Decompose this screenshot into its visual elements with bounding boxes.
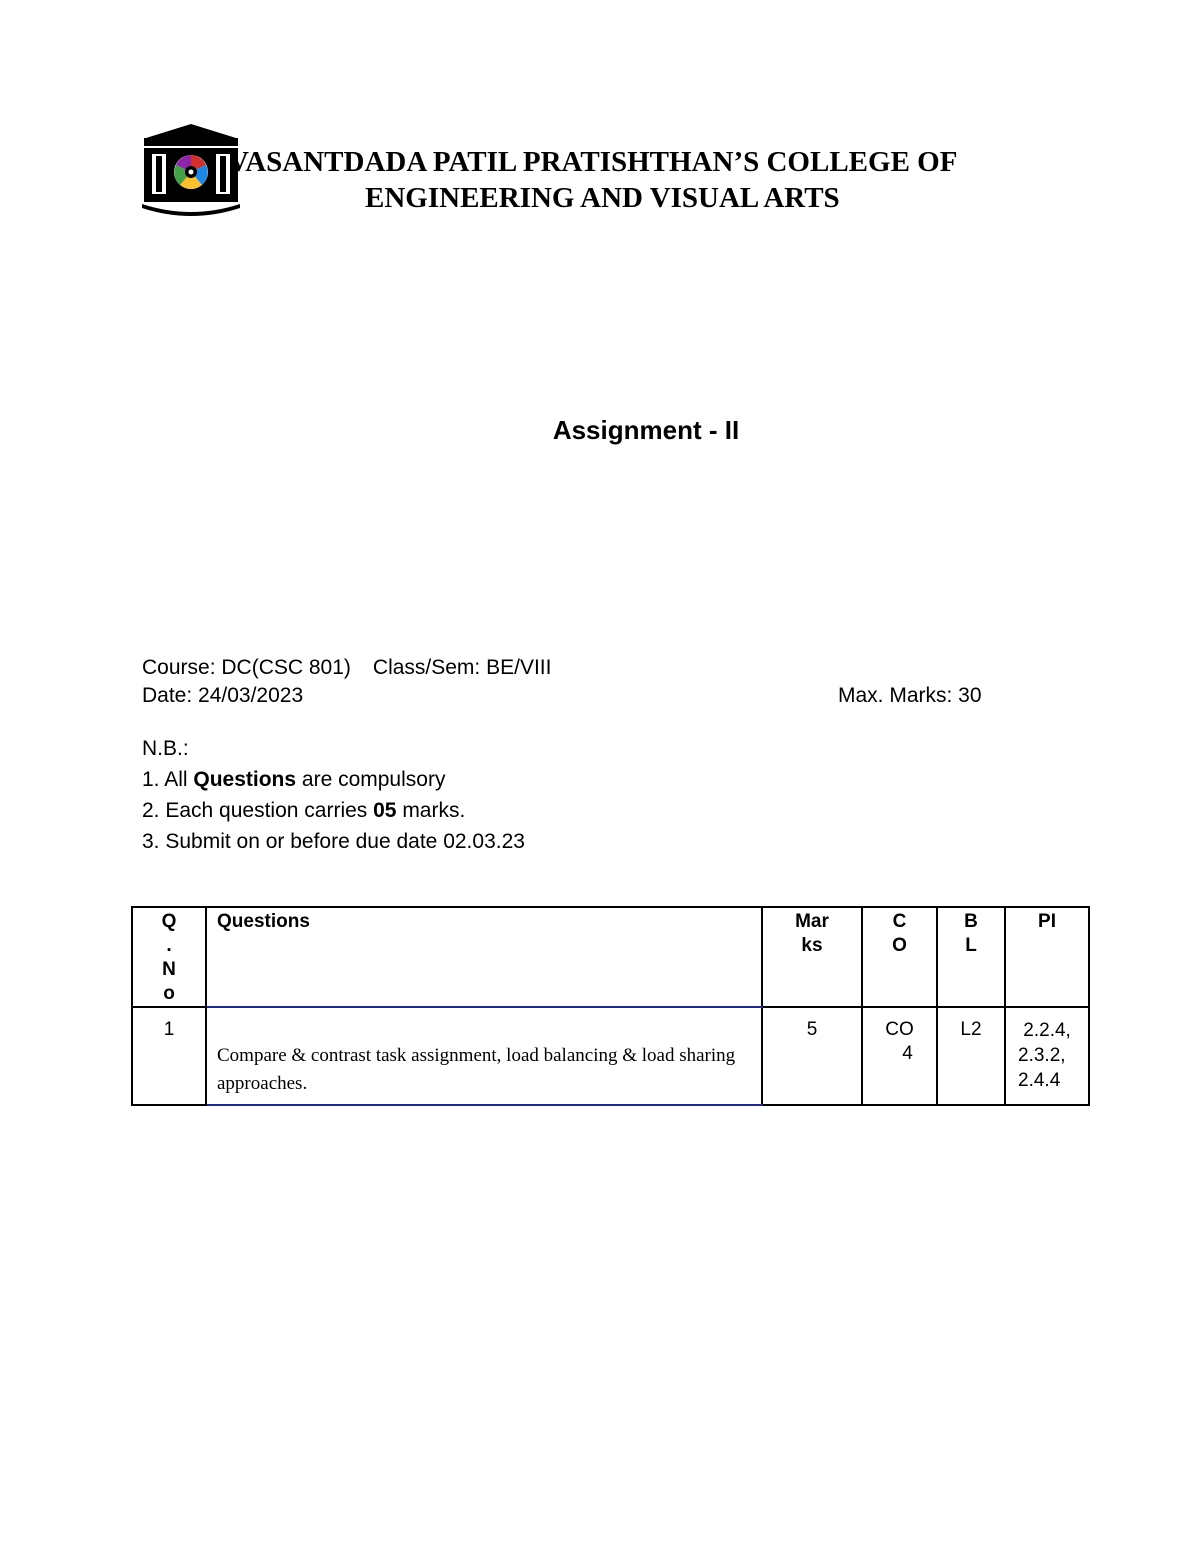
- class-sem-info: Class/Sem: BE/VIII: [372, 656, 552, 679]
- instruction-2-pre: 2. Each question carries: [142, 799, 374, 822]
- cell-co: [862, 1007, 937, 1105]
- instruction-1: [142, 768, 525, 799]
- header-bl: [937, 907, 1005, 1007]
- header-qno-part: o: [163, 983, 175, 1004]
- instruction-1-post: are compulsory: [296, 768, 446, 791]
- college-name: [228, 144, 1038, 216]
- header-bl-part: B: [964, 911, 978, 932]
- max-marks-info: Max. Marks: 30: [838, 684, 982, 707]
- cell-question: [206, 1007, 762, 1105]
- instructions-block: [142, 737, 525, 861]
- cell-bl: [937, 1007, 1005, 1105]
- cell-marks-value: 5: [806, 1019, 818, 1040]
- table-header-row: [132, 907, 1089, 1007]
- header-bl-part: L: [965, 935, 977, 956]
- nb-label: N.B.:: [142, 737, 189, 760]
- cell-pi-part: 2.2.4,: [1018, 1020, 1071, 1041]
- header-qno-part: .: [166, 935, 172, 956]
- college-name-line1: VASANTDADA PATIL PRATISHTHAN’S COLLEGE OF: [228, 146, 958, 178]
- assignment-title: Assignment - II: [552, 415, 740, 445]
- instruction-1-bold: Questions: [193, 768, 297, 791]
- header-questions-label: Questions: [217, 911, 310, 932]
- cell-pi-part: 2.4.4: [1018, 1070, 1061, 1091]
- instruction-2: [142, 799, 525, 830]
- instruction-2-post: marks.: [396, 799, 466, 822]
- cell-pi-part: 2.3.2,: [1018, 1045, 1066, 1066]
- cell-qno: [132, 1007, 206, 1105]
- questions-table: [131, 906, 1090, 1106]
- header-pi: [1005, 907, 1089, 1007]
- header-qno-part: Q: [161, 911, 177, 932]
- instruction-1-pre: 1. All: [142, 768, 194, 791]
- cell-qno-value: 1: [163, 1019, 175, 1040]
- header-pi-label: PI: [1038, 911, 1056, 932]
- cell-pi: [1005, 1007, 1089, 1105]
- header-qno: [132, 907, 206, 1007]
- header-co-part: O: [892, 935, 907, 956]
- header-questions: [206, 907, 762, 1007]
- table-row: [132, 1007, 1089, 1105]
- cell-bl-value: L2: [960, 1019, 982, 1040]
- cell-co-part: 4: [902, 1043, 913, 1064]
- course-info: Course: DC(CSC 801): [142, 656, 351, 679]
- header-marks: [762, 907, 862, 1007]
- date-info: Date: 24/03/2023: [142, 684, 304, 707]
- course-line: [142, 656, 551, 680]
- header-qno-part: N: [162, 959, 176, 980]
- header-marks-part: ks: [801, 935, 823, 956]
- cell-marks: [762, 1007, 862, 1105]
- college-name-line2: ENGINEERING AND VISUAL ARTS: [365, 182, 840, 214]
- instruction-3: 3. Submit on or before due date 02.03.23: [142, 830, 525, 853]
- instruction-2-bold: 05: [373, 799, 397, 822]
- cell-question-text: Compare & contrast task assignment, load balancing & load sharing approaches.: [217, 1045, 736, 1094]
- header-co-part: C: [892, 911, 907, 932]
- header-co: [862, 907, 937, 1007]
- cell-co-part: CO: [885, 1019, 914, 1040]
- header-marks-part: Mar: [795, 911, 829, 932]
